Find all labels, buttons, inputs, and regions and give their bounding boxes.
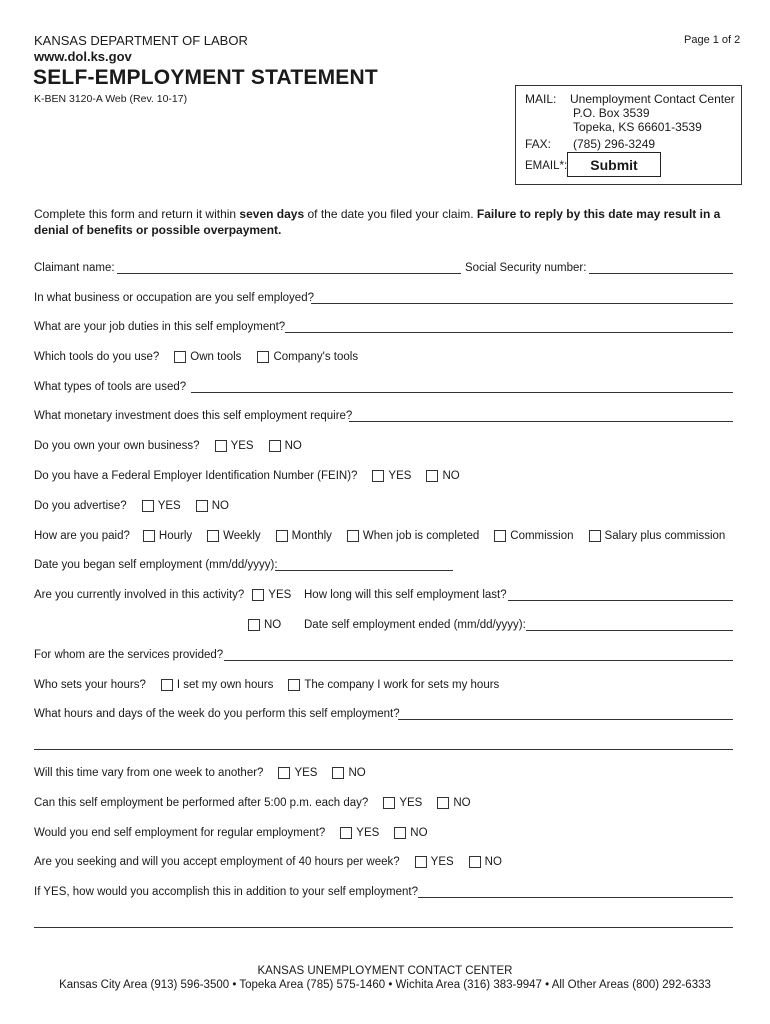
tools-own-label: Own tools: [190, 351, 242, 363]
business-label: In what business or occupation are you self employed?: [34, 292, 314, 304]
page-title: SELF-EMPLOYMENT STATEMENT: [33, 66, 378, 89]
tools-company-label: Company's tools: [273, 351, 359, 363]
paid-job-checkbox[interactable]: [347, 530, 359, 542]
fein-no-option: [426, 470, 459, 482]
end-regular-row: [34, 825, 428, 841]
paid-monthly-option: [276, 530, 332, 542]
claimant-name-label: Claimant name:: [34, 262, 115, 274]
hours-self-label: I set my own hours: [176, 679, 274, 691]
ssn-field[interactable]: [589, 273, 733, 274]
investment-row: [34, 408, 352, 424]
how-long-label: How long will this self employment last?: [304, 589, 507, 601]
seeking40-no-option: [469, 856, 502, 868]
instructions: [34, 206, 749, 238]
involved-yes-option: [252, 589, 291, 601]
for-whom-field[interactable]: [224, 660, 733, 661]
hours-days-row: [34, 706, 400, 722]
for-whom-row: [34, 647, 223, 663]
advertise-row: [34, 498, 229, 514]
tool-types-row: [34, 379, 186, 395]
paid-weekly-option: [207, 530, 261, 542]
paid-salary-option: [589, 530, 726, 542]
advertise-no-checkbox[interactable]: [196, 500, 208, 512]
involved-no-option: [248, 619, 281, 631]
seeking40-yes-option: [415, 856, 454, 868]
footer-title: KANSAS UNEMPLOYMENT CONTACT CENTER: [257, 965, 513, 977]
mail-line-3: Topeka, KS 66601-3539: [573, 120, 702, 134]
paid-hourly-option: [143, 530, 192, 542]
accomplish-row: [34, 884, 418, 900]
intro-bold-2: Failure to reply by this date may result in a denial of benefits or possible overpayment.: [34, 207, 721, 237]
paid-salary-checkbox[interactable]: [589, 530, 601, 542]
paid-row: [34, 528, 725, 544]
mail-label: MAIL:: [525, 92, 557, 106]
investment-label: What monetary investment does this self employment require?: [34, 410, 353, 422]
vary-no-option: [332, 767, 365, 779]
after5-row: [34, 795, 471, 811]
advertise-yes-checkbox[interactable]: [142, 500, 154, 512]
accomplish-label: If YES, how would you accomplish this in addition to your self employment?: [34, 886, 418, 898]
email-label: EMAIL*:: [525, 160, 568, 172]
advertise-yes-option: [142, 500, 181, 512]
after5-yes-option: [383, 797, 422, 809]
paid-weekly-label: Weekly: [223, 530, 261, 542]
involved-no-checkbox[interactable]: [248, 619, 260, 631]
hours-self-option: [161, 679, 274, 691]
how-long-row: [304, 587, 507, 603]
hours-days-label: What hours and days of the week do you perform this self employment?: [34, 708, 400, 720]
claimant-row: [34, 260, 115, 276]
vary-no-label: NO: [348, 767, 366, 779]
form-number: K-BEN 3120-A Web (Rev. 10-17): [34, 93, 188, 105]
hours-company-label: The company I work for sets my hours: [304, 679, 500, 691]
end-regular-yes-option: [340, 827, 379, 839]
vary-no-checkbox[interactable]: [332, 767, 344, 779]
end-regular-no-checkbox[interactable]: [394, 827, 406, 839]
fein-row: [34, 468, 460, 484]
own-business-no-option: [269, 440, 302, 452]
tool-types-field[interactable]: [191, 392, 733, 393]
tools-label: Which tools do you use?: [34, 351, 160, 363]
mail-line-2: P.O. Box 3539: [573, 106, 650, 120]
paid-hourly-label: Hourly: [158, 530, 193, 542]
own-business-label: Do you own your own business?: [34, 440, 200, 452]
mail-line-1: Unemployment Contact Center: [570, 92, 735, 106]
fax-number: (785) 296-3249: [573, 137, 656, 151]
tools-own-option: [174, 351, 241, 363]
after5-no-checkbox[interactable]: [437, 797, 449, 809]
intro-text-2: of the date you filed your claim.: [304, 207, 477, 221]
website: www.dol.ks.gov: [34, 49, 132, 64]
submit-button[interactable]: Submit: [567, 152, 661, 177]
own-business-no-label: NO: [284, 440, 302, 452]
accomplish-field[interactable]: [418, 897, 733, 898]
investment-field[interactable]: [349, 421, 733, 422]
tools-own-checkbox[interactable]: [174, 351, 186, 363]
job-duties-row: [34, 319, 285, 335]
business-row: [34, 290, 314, 306]
end-regular-yes-checkbox[interactable]: [340, 827, 352, 839]
seeking40-no-label: NO: [484, 856, 502, 868]
hours-company-option: [288, 679, 499, 691]
paid-monthly-label: Monthly: [291, 530, 332, 542]
end-regular-no-option: [394, 827, 427, 839]
involved-no-row: [248, 617, 281, 633]
involved-row: [34, 587, 291, 603]
tools-company-checkbox[interactable]: [257, 351, 269, 363]
involved-no-label: NO: [264, 619, 282, 631]
seeking40-yes-label: YES: [430, 856, 454, 868]
own-business-row: [34, 438, 302, 454]
vary-yes-checkbox[interactable]: [278, 767, 290, 779]
how-long-field[interactable]: [508, 600, 733, 601]
job-duties-field[interactable]: [285, 332, 733, 333]
paid-label: How are you paid?: [34, 530, 130, 542]
hours-days-field[interactable]: [398, 719, 733, 720]
own-business-yes-option: [215, 440, 254, 452]
own-business-no-checkbox[interactable]: [269, 440, 281, 452]
date-began-label: Date you began self employment (mm/dd/yyyy):: [34, 559, 278, 571]
end-regular-label: Would you end self employment for regular employment?: [34, 827, 326, 839]
seeking40-no-checkbox[interactable]: [469, 856, 481, 868]
after5-no-option: [437, 797, 470, 809]
advertise-label: Do you advertise?: [34, 500, 127, 512]
date-ended-field[interactable]: [526, 630, 733, 631]
date-ended-row: [304, 617, 526, 633]
business-field[interactable]: [311, 303, 733, 304]
paid-job-option: [347, 530, 479, 542]
vary-row: [34, 765, 366, 781]
page-indicator: Page 1 of 2: [684, 34, 741, 46]
intro-bold-1: seven days: [239, 207, 305, 221]
job-duties-label: What are your job duties in this self employment?: [34, 321, 286, 333]
tool-types-label: What types of tools are used?: [34, 381, 187, 393]
paid-weekly-checkbox[interactable]: [207, 530, 219, 542]
hours-days-field-2[interactable]: [34, 749, 733, 750]
intro-text-1: Complete this form and return it within: [34, 207, 240, 221]
fein-no-label: NO: [442, 470, 460, 482]
end-regular-yes-label: YES: [356, 827, 380, 839]
fein-yes-option: [372, 470, 411, 482]
involved-yes-checkbox[interactable]: [252, 589, 264, 601]
fein-label: Do you have a Federal Employer Identification Number (FEIN)?: [34, 470, 358, 482]
paid-commission-label: Commission: [510, 530, 574, 542]
claimant-name-field[interactable]: [117, 273, 461, 274]
sets-hours-row: [34, 677, 499, 693]
for-whom-label: For whom are the services provided?: [34, 649, 224, 661]
vary-label: Will this time vary from one week to another?: [34, 767, 264, 779]
seeking40-yes-checkbox[interactable]: [415, 856, 427, 868]
hours-self-checkbox[interactable]: [161, 679, 173, 691]
accomplish-field-2[interactable]: [34, 927, 733, 928]
after5-label: Can this self employment be performed after 5:00 p.m. each day?: [34, 797, 369, 809]
paid-salary-label: Salary plus commission: [604, 530, 726, 542]
involved-yes-label: YES: [268, 589, 292, 601]
vary-yes-label: YES: [294, 767, 318, 779]
paid-hourly-checkbox[interactable]: [143, 530, 155, 542]
footer-phones: Kansas City Area (913) 596-3500 • Topeka Area (785) 575-1460 • Wichita Area (316) 383-9947 • All Other Areas (800) 292-6333: [59, 979, 711, 991]
paid-job-label: When job is completed: [362, 530, 480, 542]
seeking40-label: Are you seeking and will you accept employment of 40 hours per week?: [34, 856, 400, 868]
date-began-row: [34, 557, 278, 573]
date-ended-label: Date self employment ended (mm/dd/yyyy):: [304, 619, 526, 631]
tools-company-option: [257, 351, 358, 363]
fein-no-checkbox[interactable]: [426, 470, 438, 482]
department-name: KANSAS DEPARTMENT OF LABOR: [34, 33, 248, 48]
fax-label: FAX:: [525, 137, 552, 151]
after5-no-label: NO: [453, 797, 471, 809]
advertise-no-label: NO: [211, 500, 229, 512]
vary-yes-option: [278, 767, 317, 779]
involved-label: Are you currently involved in this activity?: [34, 589, 245, 601]
end-regular-no-label: NO: [410, 827, 428, 839]
fein-yes-label: YES: [388, 470, 412, 482]
advertise-no-option: [196, 500, 229, 512]
sets-hours-label: Who sets your hours?: [34, 679, 146, 691]
own-business-yes-checkbox[interactable]: [215, 440, 227, 452]
date-began-field[interactable]: [275, 570, 453, 571]
ssn-label: Social Security number:: [465, 262, 587, 274]
after5-yes-checkbox[interactable]: [383, 797, 395, 809]
own-business-yes-label: YES: [230, 440, 254, 452]
paid-commission-checkbox[interactable]: [494, 530, 506, 542]
tools-row: [34, 349, 358, 365]
hours-company-checkbox[interactable]: [288, 679, 300, 691]
after5-yes-label: YES: [399, 797, 423, 809]
advertise-yes-label: YES: [157, 500, 181, 512]
ssn-row: [465, 260, 586, 276]
paid-commission-option: [494, 530, 573, 542]
paid-monthly-checkbox[interactable]: [276, 530, 288, 542]
fein-yes-checkbox[interactable]: [372, 470, 384, 482]
seeking40-row: [34, 854, 502, 870]
